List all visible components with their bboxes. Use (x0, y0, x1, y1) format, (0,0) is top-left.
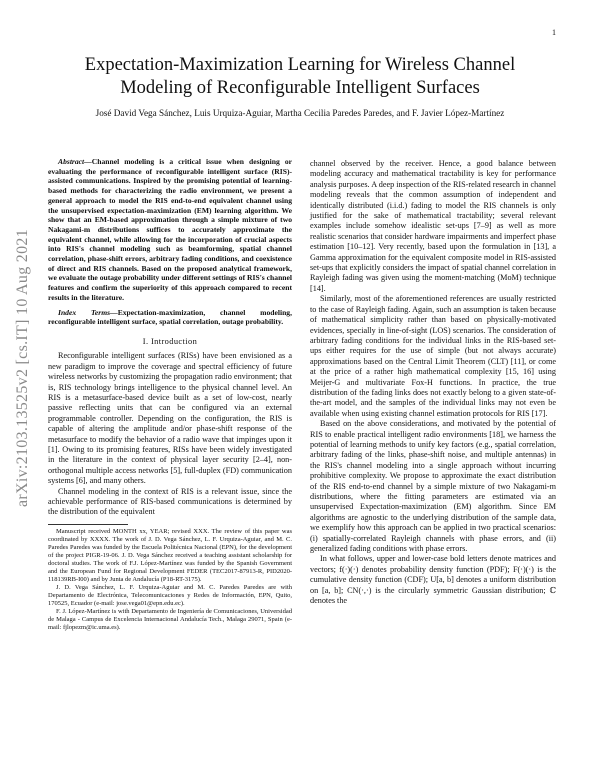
footnote-affiliation-epn: J. D. Vega Sánchez, L. F. Urquiza-Aguiar and M. C. Paredes Paredes are with Departamento de Electrónica, Telecomunicaciones y Redes de Información, EPN, Quito, 170525, Ecuador (e-mail: jose.vega01@epn.edu.ec). (48, 583, 292, 607)
left-column (48, 157, 292, 632)
section-heading: I. Introduction (142, 336, 198, 346)
title-line-2: Modeling of Reconfigurable Intelligent Surfaces (120, 78, 480, 98)
title-line-1: Expectation-Maximization Learning for Wireless Channel (84, 55, 516, 75)
abstract-text: Channel modeling is a critical issue when designing or evaluating the performance of reconfigurable intelligent surface (RIS)-assisted communications. Inspired by the promising potential of learning-based methods for characterizing the radio environment, we present a general approach to model the RIS end-to-end equivalent channel using the unsupervised expectation-maximization (EM) learning algorithm. We show that an EM-based approximation through a simple mixture of two Nakagami-m distributions suffices to accurately approximate the equivalent channel, while allowing for the incorporation of crucial aspects into RIS's channel modeling such as beamforming, spatial channel correlation, phase-shift errors, arbitrary fading conditions, and coexistence of direct and RIS channels. Based on the proposed analytical framework, we evaluate the outage probability under different settings of RIS's channel features and confirm the superiority of this approach compared to recent results in the literature. (48, 157, 292, 302)
right-paragraph-1: channel observed by the receiver. Hence, a good balance between modeling accuracy and mathematical tractability is key for performance analysis purposes. A deep inspection of the RIS-related research in channel modeling reveals that the common assumption of independent and identically distributed (i.i.d.) fading to model the RIS channels is only justified for the sake of mathematical tractability; several relevant examples include somehow idealistic set-ups [7–9] as well as more realistic scenarios that consider hardware impairments and imperfect phase estimation [10–12]. Very recently, based upon the formulation in [13], a Gamma approximation for the equivalent composite model in RIS-assisted set-ups that explicitly considers the impact of spatial channel correlation in Rayleigh fading was given using the moment-matching (MoM) technique [14]. (310, 159, 556, 293)
intro-paragraph-2: Channel modeling in the context of RIS is a relevant issue, since the achievable performance of RIS-based communications is determined by the distribution of the equivalent (48, 486, 292, 517)
arxiv-stamp-text: arXiv:2103.13525v2 [cs.IT] 10 Aug 2021 (14, 228, 31, 508)
footnote-divider (48, 524, 128, 525)
right-paragraph-3: Based on the above considerations, and motivated by the potential of RIS to enable practical intelligent radio environments [18], we harness the potential of learning methods to unify key factors (e.g., spatial correlation, arbitrary fading of the links, phase-shift noise, and multiple antennas) in the RIS's channel modeling into a single approach without incurring prohibitive complexity. We propose to approximate the exact distribution of the RIS end-to-end channel by a simple mixture of two Nakagami-m distributions, where the fitting parameters are estimated via an unsupervised Expectation-maximization (EM) algorithm. Since EM algorithms are agnostic to the underlying distribution of the sample data, we exemplify how this approach can be applied in two practical scenarios: (i) spatially-correlated Rayleigh channels with phase errors, and (ii) generalized fading conditions with phase errors. (310, 419, 556, 554)
index-terms-label: Index Terms— (58, 307, 118, 317)
right-paragraph-4: In what follows, upper and lower-case bold letters denote matrices and vectors; f(·)(·) denotes probability density function (PDF); F(·)(·) is the cumulative density function (CDF); U[a, b] denotes a uniform distribution on [a, b]; CN(·,·) is the circularly symmetric Gaussian distribution; ℂ denotes the (310, 554, 556, 606)
abstract-label: Abstract— (58, 157, 92, 166)
arxiv-stamp (10, 168, 36, 568)
index-terms (48, 308, 292, 327)
author-list: José David Vega Sánchez, Luis Urquiza-Aguiar, Martha Cecilia Paredes Paredes, and F. Javier López-Martínez (95, 108, 505, 118)
right-column (310, 159, 556, 606)
footnote-affiliation-uma: F. J. López-Martínez is with Departamento de Ingeniería de Comunicaciones, Universidad de Malaga - Campus de Excelencia Internacional Andalucía Tech., Malaga 29071, Spain (e-mail: fjlopezm@ic.uma.es). (48, 607, 292, 631)
intro-paragraph-1: Reconfigurable intelligent surfaces (RISs) have been envisioned as a new paradigm to improve the coverage and spectral efficiency of future wireless networks by customizing the propagation radio environment; that is, RIS technology brings intelligence to the physical channel level. An RIS is a metasurface-based device built as a set of low-cost, nearly passive reflecting units that can be configured via an external programmable controller. Depending on the configuration, the RIS is capable of altering the amplitude and/or phase-shift response of the metasurface to modify the behavior of a radio wave that impinges upon it [1]. Owing to its promising features, RISs have been widely investigated in the literature in the context of physical layer security [2–4], non-orthogonal multiple access networks [5], full-duplex (FD) communication systems [6], and many others. (48, 351, 292, 486)
index-terms-text: Expectation-maximization, channel modeling, reconfigurable intelligent surface, spatial correlation, outage probability. (48, 307, 293, 327)
right-paragraph-2: Similarly, most of the aforementioned references are usually restricted to the case of Rayleigh fading. Again, such an assumption is taken because of mathematical simplicity rather than based on physically-motivated evidences, specially in line-of-sight (LOS) scenarios. The consideration of arbitrary fading conditions for the individual links in the RIS-based set-ups either requires for the use of simple (but not always accurate) approximations based on the Central Limit Theorem (CLT) [11], or come at the price of a rather high mathematical complexity [15, 16] using Meijer-G and multivariate Fox-H functions. In practice, the true distribution of the fading links does not exactly belong to a given state-of-the-art model, and the samples of the individual links may not even be available when using existing channel estimation protocols for RIS [17]. (310, 294, 556, 418)
abstract (48, 157, 292, 303)
footnote-manuscript: Manuscript received MONTH xx, YEAR; revised XXX. The review of this paper was coordinated by XXXX. The work of J. D. Vega Sánchez, L. F. Urquiza-Aguiar, and M. C. Paredes Paredes was funded by the Escuela Politécnica Nacional (EPN), for the development of the project PIGR-19-06. J. D. Vega Sánchez received a teaching assistant scholarship for doctoral studies. The work of F.J. López-Martínez was funded by the Spanish Government and the European Fund for Regional Development FEDER (TEC2017-87913-R, PID2020-118139RB-I00) and by Junta de Andalucía (P18-RT-3175). (48, 527, 292, 583)
paper-title (44, 54, 556, 100)
page-number: 1 (552, 28, 556, 37)
